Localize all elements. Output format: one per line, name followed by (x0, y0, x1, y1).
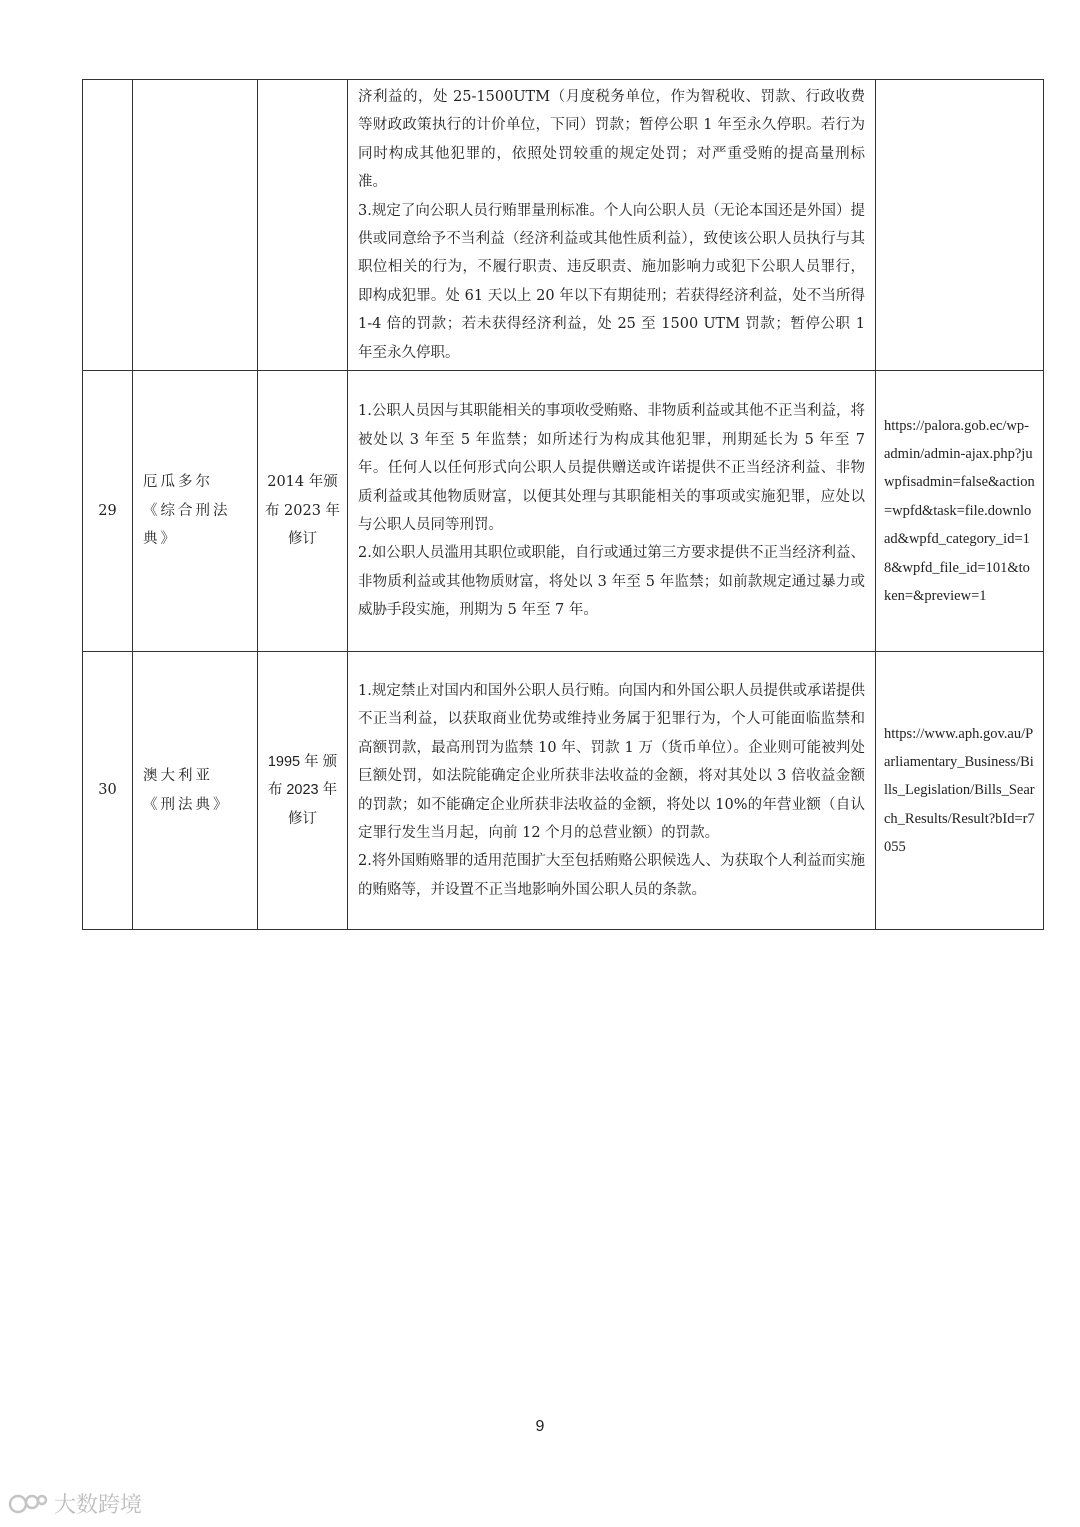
law-content (348, 652, 876, 930)
law-content (348, 371, 876, 652)
content-paragraph: 1.规定禁止对国内和国外公职人员行贿。向国内和外国公职人员提供或承诺提供不正当利益，以获取商业优势或维持业务属于犯罪行为，个人可能面临监禁和高额罚款，最高刑罚为监禁 10 年、罚款 1 万（货币单位）。企业则可能被判处巨额处罚，如法院能确定企业所获非法收益的金额，将对其处以 3 倍收益金额的罚款；如不能确定企业所获非法收益的金额，将处以 10%的年营业额（自认定罪行发生当月起，向前 12 个月的总营业额）的罚款。 (358, 682, 865, 841)
law-table (82, 79, 1044, 930)
source-link[interactable]: https://palora.gob.ec/wp-admin/admin-ajax.php?juwpfisadmin=false&action=wpfd&task=file.download&wpfd_category_id=18&wpfd_file_id=101&token=&preview=1 (876, 371, 1044, 652)
content-paragraph: 2.如公职人员滥用其职位或职能，自行或通过第三方要求提供不正当经济利益、非物质利益或其他物质财富，将处以 3 年至 5 年监禁；如前款规定通过暴力或威胁手段实施，刑期为 5 年至 7 年。 (358, 545, 865, 619)
watermark-text: 大数跨境 (54, 1493, 143, 1518)
table-row (83, 652, 1044, 930)
content-paragraph: 2.将外国贿赂罪的适用范围扩大至包括贿赂公职候选人、为获取个人利益而实施的贿赂等，并设置不正当地影响外国公职人员的条款。 (358, 853, 865, 898)
law-name: 厄瓜多尔《综合刑法典》 (133, 371, 258, 652)
source-link[interactable] (876, 80, 1044, 371)
content-paragraph: 3.规定了向公职人员行贿罪量刑标准。个人向公职人员（无论本国还是外国）提供或同意给予不当利益（经济利益或其他性质利益），致使该公职人员执行与其职位相关的行为，不履行职责、违反职责、施加影响力或犯下公职人员罪行，即构成犯罪。处 61 天以上 20 年以下有期徒刑；若获得经济利益，处不当所得 1-4 倍的罚款；若未获得经济利益，处 25 至 1500 UTM 罚款；暂停公职 1 年至永久停职。 (358, 202, 865, 361)
row-number (83, 80, 133, 371)
content-paragraph: 济利益的，处 25-1500UTM（月度税务单位，作为智税收、罚款、行政收费等财政政策执行的计价单位，下同）罚款；暂停公职 1 年至永久停职。若行为同时构成其他犯罪的，依照处罚较重的规定处罚；对严重受贿的提高量刑标准。 (358, 89, 865, 191)
page-number: 9 (535, 1418, 545, 1435)
law-name (133, 80, 258, 371)
law-date: 1995 年 颁布 2023 年 修订 (258, 652, 348, 930)
law-date: 2014 年颁布 2023 年修订 (258, 371, 348, 652)
row-number: 30 (83, 652, 133, 930)
table-row (83, 80, 1044, 371)
source-link[interactable]: https://www.aph.gov.au/Parliamentary_Business/Bills_Legislation/Bills_Search_Results/Result?bId=r7055 (876, 652, 1044, 930)
content-paragraph: 1.公职人员因与其职能相关的事项收受贿赂、非物质利益或其他不正当利益，将被处以 3 年至 5 年监禁；如所述行为构成其他犯罪，刑期延长为 5 年至 7 年。任何人以任何形式向公职人员提供赠送或许诺提供不正当经济利益、非物质利益或其他物质财富，以便其处理与其职能相关的事项或实施犯罪，应处以与公职人员同等刑罚。 (358, 403, 865, 534)
table-row (83, 371, 1044, 652)
logo-icon (8, 1490, 48, 1518)
law-name: 澳大利亚《刑法典》 (133, 652, 258, 930)
law-content (348, 80, 876, 371)
law-date (258, 80, 348, 371)
row-number: 29 (83, 371, 133, 652)
watermark (8, 1488, 142, 1519)
